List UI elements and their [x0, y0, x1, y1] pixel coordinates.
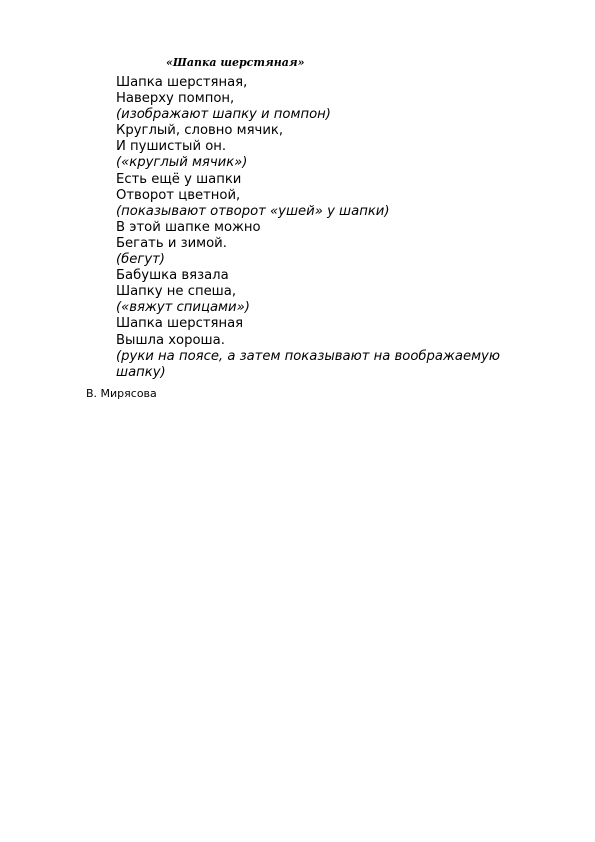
stage-direction: (показывают отворот «ушей» у шапки)	[116, 203, 390, 219]
poem-line: Наверху помпон,	[116, 91, 235, 107]
poem-line: Круглый, словно мячик,	[116, 123, 284, 139]
poem-line: Шапка шерстяная	[116, 316, 244, 332]
poem-line: Бегать и зимой.	[116, 235, 227, 251]
poem-line: Отворот цветной,	[116, 187, 241, 203]
stage-direction: (изображают шапку и помпон)	[116, 107, 331, 123]
poem-line: Бабушка вязала	[116, 268, 229, 284]
author-name: В. Мирясова	[86, 387, 157, 400]
poem-title: «Шапка шерстяная»	[166, 56, 305, 69]
poem-line: В этой шапке можно	[116, 219, 261, 235]
poem-line: Шапка шерстяная,	[116, 75, 248, 90]
poem-body	[116, 75, 556, 381]
stage-direction: (бегут)	[116, 252, 165, 268]
poem-line: Шапку не спеша,	[116, 284, 237, 300]
stage-direction: (руки на поясе, а затем показывают на воображаемую шапку)	[116, 348, 500, 380]
stage-direction: («вяжут спицами»)	[116, 300, 250, 316]
stage-direction: («круглый мячик»)	[116, 155, 248, 171]
poem-line: И пушистый он.	[116, 139, 227, 155]
poem-line: Есть ещё у шапки	[116, 171, 242, 187]
poem-line: Вышла хороша.	[116, 332, 225, 348]
